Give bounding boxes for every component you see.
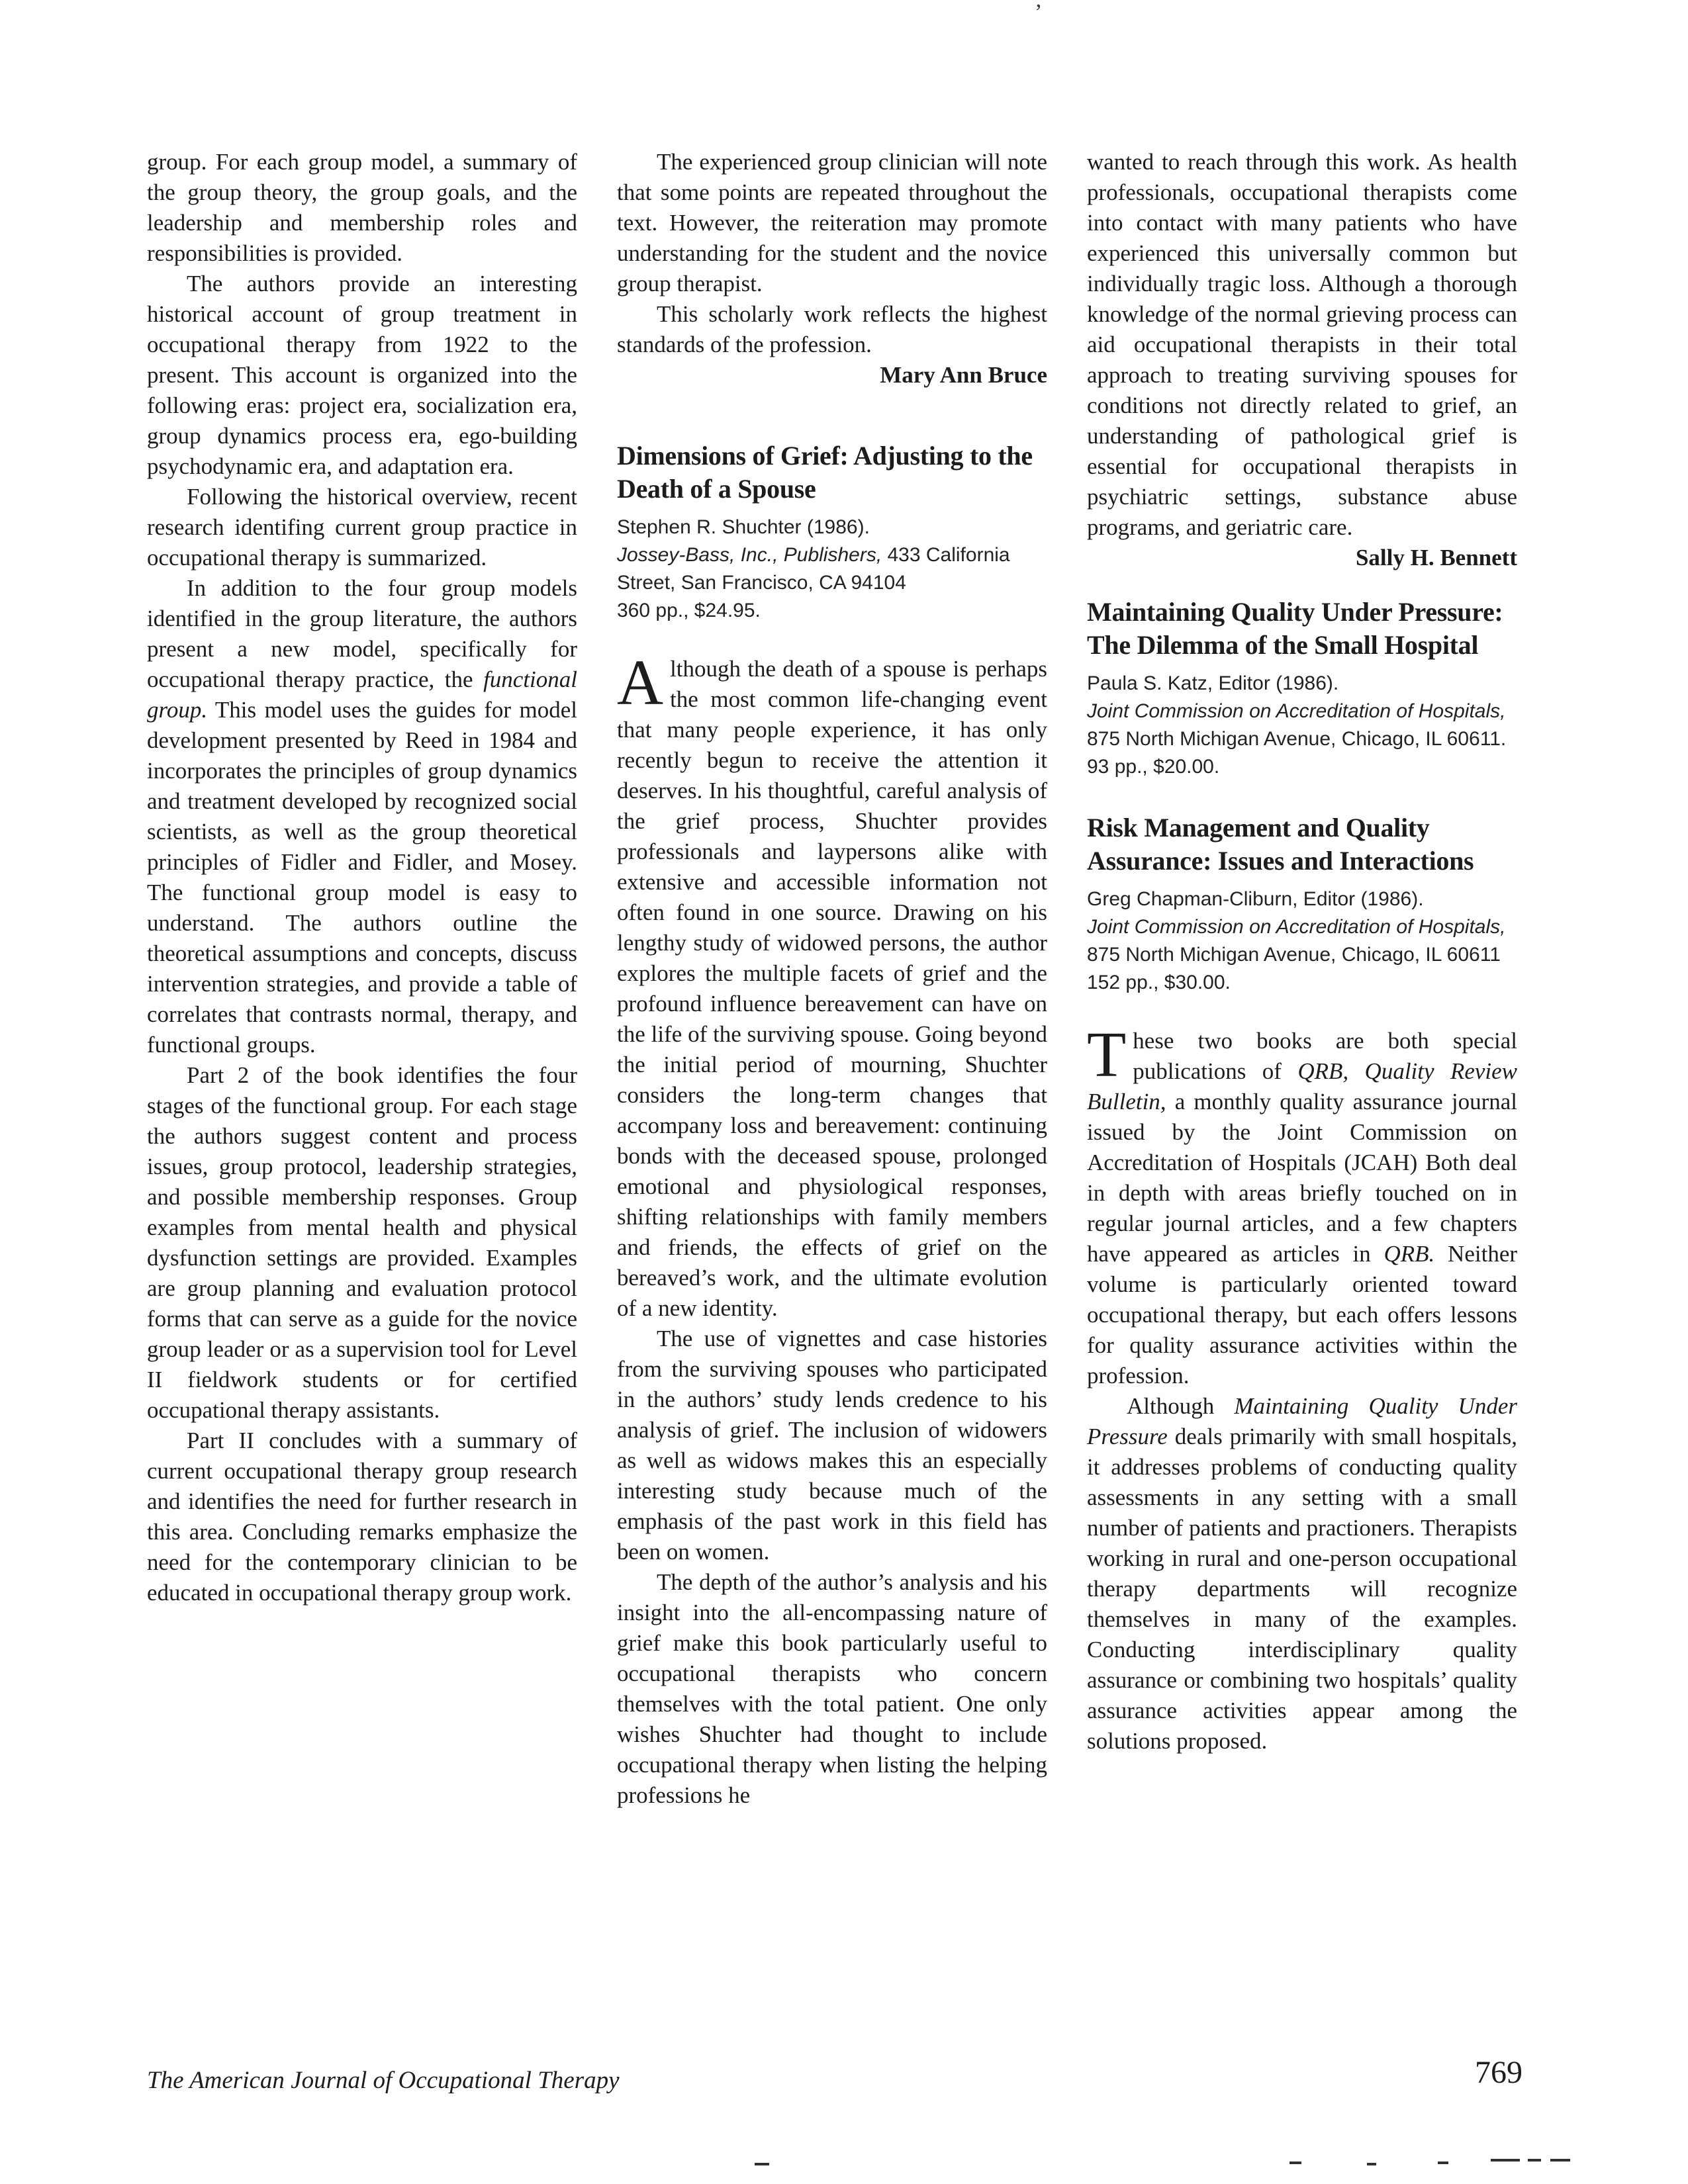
paragraph: The use of vignettes and case histories from the surviving spouses who participated in the authors’ study lends credence to his analysis of grief. The inclusion of widowers as well as widows makes this an especially interesting study because much of the emphasis of the past work in this field has been on women. bbox=[617, 1326, 1047, 1565]
reviewer-signature: Mary Ann Bruce bbox=[880, 362, 1047, 388]
paragraph-text: This model uses the guides for model development presented by Reed in 1984 and incorporates the principles of group dynamics and treatment developed by recognized social scientists, as well as the group theoretical principles of Fidler and Fidler, and Mosey. The functional group model is easy to understand. The authors outline the theoretical assumptions and concepts, discuss intervention strategies, and provide a table of correlates that contrasts normal, therapy, and functional groups. bbox=[147, 697, 577, 1058]
paragraph: The experienced group clinician will note that some points are repeated throughout the text. However, the reiteration may promote understanding for the student and the novice group therapist. bbox=[617, 149, 1047, 296]
paragraph-continuation: wanted to reach through this work. As health professionals, occupational therapists come into contact with many patients who have experienced this universally common but individually tragic loss. Although a thorough knowledge of the normal grieving process can aid occupational therapists in their total approach to treating surviving spouses for conditions not directly related to grief, an understanding of pathological grief is essential for occupational therapists in psychiatric settings, substance abuse programs, and geriatric care. bbox=[1087, 149, 1517, 540]
paragraph: The authors provide an interesting historical account of group treatment in occupational therapy from 1922 to the present. This account is organized into the following eras: project era, socialization era, group dynamics process era, ego-building psychodynamic era, and adaptation era. bbox=[147, 271, 577, 479]
page-number: 769 bbox=[1475, 2055, 1523, 2090]
scan-artifact-dash bbox=[755, 2163, 769, 2165]
reviewer-signature: Sally H. Bennett bbox=[1355, 545, 1517, 570]
scan-artifact-dash bbox=[1550, 2159, 1570, 2161]
citation-pages-line: 360 pp., $24.95. bbox=[617, 600, 761, 621]
citation-address: 433 California Street, San Francisco, CA 94104 bbox=[617, 544, 1010, 594]
scan-artifact-dash bbox=[1367, 2163, 1376, 2165]
book-citation bbox=[617, 514, 1047, 625]
paragraph-text: lthough the death of a spouse is perhaps the most common life-changing event that many people experience, it has only recently begun to receive the attention it deserves. In his thoughtful, careful analysis of the grief process, Shuchter provides professionals and laypersons alike with extensive and accessible information not often found in one source. Drawing on his lengthy study of widowed persons, the author explores the multiple facets of grief and the profound influence bereavement can have on the life of the surviving spouse. Going beyond the initial period of mourning, Shuchter considers the long-term changes that accompany loss and bereavement: continuing bonds with the deceased spouse, prolonged emotional and physiological responses, shifting relationships with family members and friends, the effects of grief on the bereaved’s work, and the ultimate evolution of a new identity. bbox=[617, 656, 1047, 1321]
citation-pages-line: 93 pp., $20.00. bbox=[1087, 756, 1220, 778]
paragraph: Following the historical overview, recent research identifing current group practice in occupational therapy is summarized. bbox=[147, 484, 577, 570]
citation-author-line: Stephen R. Shuchter (1986). bbox=[617, 516, 870, 538]
paragraph-continuation: group. For each group model, a summary of the group theory, the group goals, and the leadership and membership roles and responsibilities is provided. bbox=[147, 149, 577, 266]
paragraph bbox=[147, 573, 577, 1060]
italic-term: functional group. bbox=[147, 666, 577, 723]
column-2 bbox=[617, 147, 1047, 1811]
citation-address: 875 North Michigan Avenue, Chicago, IL 60611 bbox=[1087, 944, 1501, 966]
book-citation bbox=[1087, 670, 1517, 781]
column-3 bbox=[1087, 147, 1517, 1811]
paragraph: Part 2 of the book identifies the four stages of the functional group. For each stage the authors suggest content and process issues, group protocol, leadership strategies, and possible membership responses. Group examples from mental health and physical dysfunction settings are provided. Examples are group planning and evaluation protocol forms that can serve as a guide for the novice group leader or as a supervision tool for Level II fieldwork students or for certified occupational therapy assistants. bbox=[147, 1062, 577, 1423]
paragraph-dropcap bbox=[617, 647, 1047, 1324]
citation-author-line: Paula S. Katz, Editor (1986). bbox=[1087, 672, 1339, 694]
paragraph-text: In addition to the four group models identified in the group literature, the authors present a new model, specifically for occupational therapy practice, the bbox=[147, 575, 577, 692]
drop-cap-letter: A bbox=[617, 647, 664, 718]
scan-artifact-dash bbox=[1491, 2159, 1520, 2161]
paragraph-text: Although bbox=[1127, 1393, 1235, 1419]
citation-publisher-line bbox=[1087, 913, 1517, 969]
italic-term: QRB. bbox=[1383, 1241, 1435, 1267]
citation-publisher: Joint Commission on Accreditation of Hospitals, bbox=[1087, 700, 1506, 722]
scan-artifact-dash bbox=[1438, 2161, 1448, 2164]
citation-publisher: Joint Commission on Accreditation of Hospitals, bbox=[1087, 916, 1506, 938]
scan-artifact-dash bbox=[1528, 2159, 1541, 2161]
citation-author-line: Greg Chapman-Cliburn, Editor (1986). bbox=[1087, 888, 1424, 910]
citation-publisher: Jossey-Bass, Inc., Publishers, bbox=[617, 544, 882, 566]
citation-address: 875 North Michigan Avenue, Chicago, IL 60611. bbox=[1087, 728, 1507, 750]
paragraph-text: a monthly quality assurance journal issued by the Joint Commission on Accreditation of Hospitals (JCAH) Both deal in depth with areas briefly touched on in regular journal articles, and a few chapters have appeared as articles in bbox=[1087, 1089, 1517, 1267]
book-review-title: Dimensions of Grief: Adjusting to the Death of a Spouse bbox=[617, 441, 1033, 504]
citation-publisher-line bbox=[617, 541, 1047, 597]
italic-term: QRB, Quality Review Bulletin, bbox=[1087, 1058, 1517, 1115]
book-citation bbox=[1087, 886, 1517, 997]
drop-cap-letter: T bbox=[1087, 1019, 1127, 1090]
citation-pages-line: 152 pp., $30.00. bbox=[1087, 972, 1231, 993]
paragraph: This scholarly work reflects the highest standards of the profession. bbox=[617, 301, 1047, 357]
scan-artifact-top-mark: ’ bbox=[1035, 0, 1043, 24]
paragraph: Part II concludes with a summary of current occupational therapy group research and identifies the need for further research in this area. Concluding remarks emphasize the need for the contemporary clinician to be educated in occupational therapy group work. bbox=[147, 1428, 577, 1606]
book-review-title: Risk Management and Quality Assurance: Issues and Interactions bbox=[1087, 813, 1474, 876]
column-1 bbox=[147, 147, 577, 1811]
paragraph: The depth of the author’s analysis and his insight into the all-encompassing nature of grief make this book particularly useful to occupational therapists who concern themselves with the total patient. One only wishes Shuchter had thought to include occupational therapy when listing the helping professions he bbox=[617, 1569, 1047, 1808]
paragraph-text: deals primarily with small hospitals, it addresses problems of conducting quality assessments in any setting with a small number of patients and practioners. Therapists working in rural and one-person occupational therapy departments will recognize themselves in many of the examples. Conducting interdisciplinary quality assurance or combining two hospitals’ quality assurance activities appear among the solutions proposed. bbox=[1087, 1424, 1517, 1754]
scan-artifact-dash bbox=[1289, 2161, 1301, 2164]
paragraph-text: Neither volume is particularly oriented toward occupational therapy, but each offers lessons for quality assurance activities within the profession. bbox=[1087, 1241, 1518, 1388]
paragraph-dropcap bbox=[1087, 1019, 1518, 1391]
italic-term: Maintaining Quality Under Pressure bbox=[1087, 1393, 1517, 1449]
journal-name: The American Journal of Occupational Therapy bbox=[147, 2067, 620, 2094]
text-columns bbox=[147, 147, 1517, 1811]
paragraph-text: hese two books are both special publications of bbox=[1133, 1028, 1517, 1084]
book-review-title: Maintaining Quality Under Pressure: The Dilemma of the Small Hospital bbox=[1087, 597, 1503, 660]
citation-publisher-line bbox=[1087, 698, 1517, 753]
paragraph bbox=[1087, 1391, 1517, 1756]
